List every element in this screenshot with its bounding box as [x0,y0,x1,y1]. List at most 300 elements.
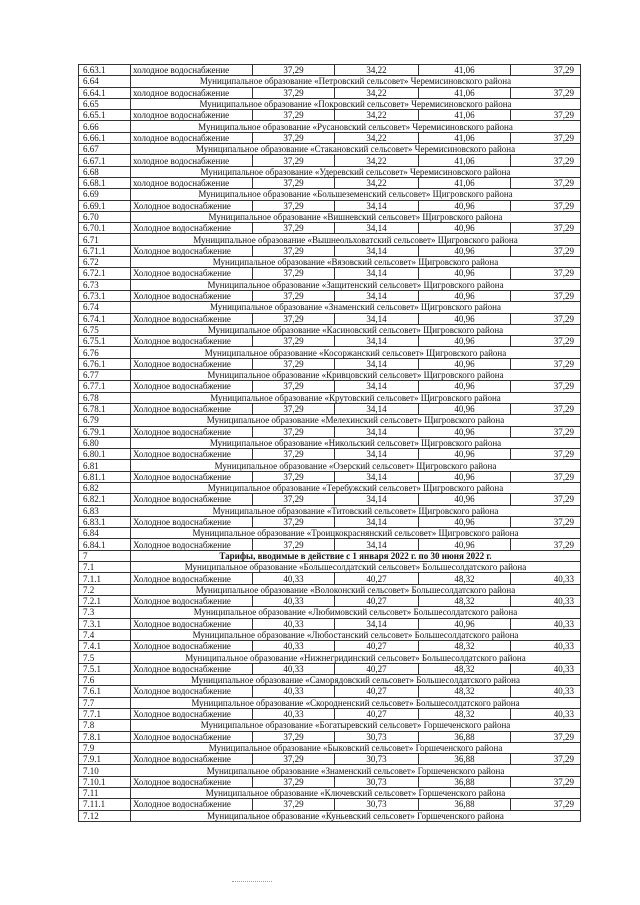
row-number: 6.69 [79,189,131,200]
tariff-row [79,426,581,437]
tariff-value: 37,29 [253,290,335,301]
tariff-row [79,539,581,550]
municipality-name: Муниципальное образование «Покровский сельсовет» Черемисиновского района [131,98,581,109]
tariff-row [79,471,581,482]
municipality-row [79,98,581,109]
tariff-value: 40,33 [253,595,335,606]
tariff-row [79,449,581,460]
tariff-value: 37,29 [511,87,581,98]
tariff-value: 37,29 [253,381,335,392]
row-number: 7.1.1 [79,573,131,584]
row-number: 6.67.1 [79,155,131,166]
tariff-value: 34,14 [335,449,419,460]
tariff-value: 37,29 [511,754,581,765]
tariff-value: 40,96 [419,223,511,234]
tariff-value: 40,33 [253,641,335,652]
row-number: 6.79.1 [79,426,131,437]
municipality-row [79,437,581,448]
service-name: Холодное водоснабжение [131,516,253,527]
tariff-row [79,403,581,414]
tariff-value: 34,14 [335,200,419,211]
tariff-value: 40,96 [419,200,511,211]
service-name: Холодное водоснабжение [131,708,253,719]
tariff-value: 37,29 [253,754,335,765]
municipality-row [79,189,581,200]
row-number: 6.69.1 [79,200,131,211]
tariff-value: 37,29 [511,336,581,347]
tariff-value: 30,73 [335,754,419,765]
row-number: 6.77.1 [79,381,131,392]
tariff-value: 37,29 [511,731,581,742]
tariff-value: 37,29 [253,87,335,98]
tariff-value: 34,14 [335,618,419,629]
tariff-value: 48,32 [419,573,511,584]
municipality-row [79,279,581,290]
tariff-value: 40,96 [419,336,511,347]
tariff-value: 34,14 [335,290,419,301]
tariff-value: 40,96 [419,403,511,414]
service-name: Холодное водоснабжение [131,595,253,606]
tariff-value: 40,96 [419,516,511,527]
municipality-row [79,121,581,132]
tariff-value: 40,96 [419,426,511,437]
tariff-value: 40,33 [253,686,335,697]
row-number: 6.83 [79,505,131,516]
municipality-row [79,482,581,493]
tariff-row [79,494,581,505]
service-name: холодное водоснабжение [131,177,253,188]
tariff-value: 37,29 [511,358,581,369]
tariff-value: 37,29 [253,516,335,527]
tariff-row [79,516,581,527]
tariff-value: 34,14 [335,358,419,369]
row-number: 6.81 [79,460,131,471]
municipality-row [79,211,581,222]
tariff-value: 37,29 [511,539,581,550]
tariff-value: 37,29 [253,799,335,810]
municipality-row [79,652,581,663]
row-number: 7.7.1 [79,708,131,719]
tariff-value: 34,14 [335,336,419,347]
row-number: 7.3.1 [79,618,131,629]
tariff-value: 34,22 [335,132,419,143]
tariff-value: 37,29 [511,516,581,527]
tariff-value: 40,33 [511,708,581,719]
row-number: 6.74.1 [79,313,131,324]
tariff-value: 37,29 [253,132,335,143]
municipality-name: Муниципальное образование «Косоржанский сельсовет» Щигровского района [131,347,581,358]
tariff-row [79,573,581,584]
service-name: Холодное водоснабжение [131,799,253,810]
service-name: Холодное водоснабжение [131,268,253,279]
tariff-value: 34,14 [335,539,419,550]
tariff-value: 34,22 [335,87,419,98]
row-number: 7.6.1 [79,686,131,697]
municipality-name: Муниципальное образование «Вышнеольховатский сельсовет» Щигровского района [131,234,581,245]
row-number: 6.66.1 [79,132,131,143]
tariff-value: 40,33 [511,595,581,606]
tariff-value: 37,29 [253,471,335,482]
tariff-row [79,110,581,121]
tariff-value: 40,96 [419,358,511,369]
tariff-value: 40,33 [511,663,581,674]
row-number: 6.78 [79,392,131,403]
tariff-value: 34,22 [335,65,419,76]
tariff-value: 34,14 [335,223,419,234]
service-name: Холодное водоснабжение [131,663,253,674]
municipality-name: Муниципальное образование «Саморядовский сельсовет» Большесолдатского района [131,675,581,686]
tariff-row [79,381,581,392]
tariff-row [79,268,581,279]
row-number: 6.73.1 [79,290,131,301]
municipality-name: Муниципальное образование «Знаменский сельсовет» Горшеченского района [131,765,581,776]
tariff-value: 37,29 [253,313,335,324]
service-name: Холодное водоснабжение [131,381,253,392]
municipality-name: Муниципальное образование «Никольский сельсовет» Щигровского района [131,437,581,448]
tariff-value: 34,14 [335,403,419,414]
municipality-name: Муниципальное образование «Стакановский сельсовет» Черемисиновского района [131,144,581,155]
row-number: 7.2 [79,584,131,595]
tariff-value: 37,29 [511,200,581,211]
tariff-value: 37,29 [511,132,581,143]
tariff-value: 37,29 [511,449,581,460]
service-name: Холодное водоснабжение [131,449,253,460]
municipality-row [79,347,581,358]
tariff-value: 37,29 [511,799,581,810]
tariff-value: 37,29 [511,471,581,482]
tariff-value: 40,27 [335,708,419,719]
row-number: 6.70.1 [79,223,131,234]
row-number: 6.82 [79,482,131,493]
tariff-row [79,595,581,606]
tariff-value: 40,27 [335,686,419,697]
municipality-name: Муниципальное образование «Троицкокраснянский сельсовет» Щигровского района [131,528,581,539]
tariff-value: 36,88 [419,731,511,742]
tariff-row [79,177,581,188]
row-number: 6.71.1 [79,245,131,256]
tariff-value: 37,29 [511,290,581,301]
municipality-name: Муниципальное образование «Вязовский сельсовет» Щигровского района [131,257,581,268]
tariff-row [79,754,581,765]
tariff-value: 37,29 [511,110,581,121]
tariff-value: 40,33 [511,618,581,629]
tariff-value: 37,29 [253,426,335,437]
municipality-name: Муниципальное образование «Волоконский сельсовет» Большесолдатского района [131,584,581,595]
service-name: холодное водоснабжение [131,132,253,143]
tariff-row [79,245,581,256]
row-number: 6.75 [79,324,131,335]
row-number: 6.78.1 [79,403,131,414]
municipality-name: Муниципальное образование «Удеревский сельсовет» Черемисиновского района [131,166,581,177]
municipality-row [79,144,581,155]
row-number: 6.82.1 [79,494,131,505]
row-number: 6.67 [79,144,131,155]
tariff-value: 37,29 [511,177,581,188]
tariff-value: 30,73 [335,731,419,742]
tariff-value: 37,29 [511,65,581,76]
municipality-row [79,76,581,87]
municipality-row [79,765,581,776]
row-number: 6.65.1 [79,110,131,121]
row-number: 6.74 [79,302,131,313]
municipality-row [79,584,581,595]
tariff-table [78,64,581,822]
tariff-value: 48,32 [419,595,511,606]
tariff-value: 34,14 [335,471,419,482]
service-name: Холодное водоснабжение [131,776,253,787]
tariff-value: 37,29 [253,177,335,188]
row-number: 6.65 [79,98,131,109]
tariff-value: 34,14 [335,516,419,527]
service-name: Холодное водоснабжение [131,754,253,765]
page-footer-mark [232,881,272,883]
tariff-value: 48,32 [419,641,511,652]
tariff-value: 37,29 [253,358,335,369]
tariff-value: 37,29 [253,110,335,121]
tariff-row [79,65,581,76]
service-name: Холодное водоснабжение [131,426,253,437]
municipality-name: Муниципальное образование «Ключевский сельсовет» Горшеченского района [131,788,581,799]
tariff-row [79,641,581,652]
service-name: Холодное водоснабжение [131,403,253,414]
tariff-value: 37,29 [253,494,335,505]
tariff-value: 41,06 [419,65,511,76]
row-number: 7.12 [79,810,131,821]
row-number: 7.1 [79,562,131,573]
row-number: 7.5 [79,652,131,663]
tariff-value: 40,96 [419,313,511,324]
row-number: 6.80.1 [79,449,131,460]
tariff-row [79,776,581,787]
row-number: 6.75.1 [79,336,131,347]
service-name: Холодное водоснабжение [131,290,253,301]
tariff-value: 40,27 [335,663,419,674]
tariff-value: 37,29 [253,223,335,234]
service-name: Холодное водоснабжение [131,641,253,652]
service-name: Холодное водоснабжение [131,731,253,742]
municipality-row [79,505,581,516]
tariff-value: 34,22 [335,110,419,121]
tariff-value: 40,96 [419,381,511,392]
tariff-value: 41,06 [419,155,511,166]
row-number: 6.64.1 [79,87,131,98]
tariff-value: 34,14 [335,494,419,505]
tariff-value: 48,32 [419,663,511,674]
tariff-value: 40,96 [419,471,511,482]
municipality-row [79,629,581,640]
row-number: 6.76.1 [79,358,131,369]
row-number: 7.8.1 [79,731,131,742]
section-title: Тарифы, вводимые в действие с 1 января 2022 г. по 30 июня 2022 г. [131,550,581,561]
municipality-row [79,788,581,799]
row-number: 6.63.1 [79,65,131,76]
tariff-row [79,87,581,98]
tariff-value: 37,29 [511,381,581,392]
service-name: Холодное водоснабжение [131,471,253,482]
tariff-value: 36,88 [419,754,511,765]
tariff-value: 37,29 [511,245,581,256]
tariff-value: 34,14 [335,245,419,256]
municipality-row [79,460,581,471]
row-number: 6.68 [79,166,131,177]
tariff-value: 37,29 [253,449,335,460]
tariff-row [79,731,581,742]
row-number: 6.72.1 [79,268,131,279]
tariff-value: 40,33 [511,573,581,584]
row-number: 7.4.1 [79,641,131,652]
row-number: 7.2.1 [79,595,131,606]
tariff-value: 40,96 [419,618,511,629]
row-number: 6.70 [79,211,131,222]
service-name: Холодное водоснабжение [131,573,253,584]
municipality-name: Муниципальное образование «Большеземенский сельсовет» Щигровского района [131,189,581,200]
tariff-value: 40,96 [419,268,511,279]
tariff-value: 40,27 [335,573,419,584]
tariff-value: 37,29 [511,223,581,234]
tariff-value: 30,73 [335,776,419,787]
row-number: 6.71 [79,234,131,245]
municipality-name: Муниципальное образование «Любимовский сельсовет» Большесолдатского района [131,607,581,618]
tariff-value: 37,29 [253,65,335,76]
tariff-value: 34,22 [335,155,419,166]
tariff-value: 40,96 [419,290,511,301]
service-name: холодное водоснабжение [131,155,253,166]
service-name: холодное водоснабжение [131,65,253,76]
municipality-name: Муниципальное образование «Богатыревский сельсовет» Горшеченского района [131,720,581,731]
service-name: Холодное водоснабжение [131,336,253,347]
row-number: 6.79 [79,415,131,426]
municipality-name: Муниципальное образование «Титовский сельсовет» Щигровского района [131,505,581,516]
tariff-value: 37,29 [511,268,581,279]
tariff-value: 37,29 [253,776,335,787]
municipality-name: Муниципальное образование «Вишневский сельсовет» Щигровского района [131,211,581,222]
service-name: Холодное водоснабжение [131,200,253,211]
tariff-value: 48,32 [419,686,511,697]
municipality-row [79,302,581,313]
municipality-name: Муниципальное образование «Теребужский сельсовет» Щигровского района [131,482,581,493]
row-number: 6.84 [79,528,131,539]
tariff-row [79,200,581,211]
service-name: Холодное водоснабжение [131,618,253,629]
tariff-value: 30,73 [335,799,419,810]
tariff-value: 41,06 [419,110,511,121]
tariff-value: 34,14 [335,268,419,279]
row-number: 7.7 [79,697,131,708]
municipality-name: Муниципальное образование «Кривцовский сельсовет» Щигровского района [131,370,581,381]
service-name: холодное водоснабжение [131,87,253,98]
tariff-value: 40,33 [511,686,581,697]
municipality-name: Муниципальное образование «Русановский сельсовет» Черемисиновского района [131,121,581,132]
row-number: 6.66 [79,121,131,132]
municipality-name: Муниципальное образование «Знаменский сельсовет» Щигровского района [131,302,581,313]
tariff-value: 34,14 [335,426,419,437]
tariff-value: 37,29 [511,403,581,414]
tariff-value: 40,96 [419,539,511,550]
row-number: 6.80 [79,437,131,448]
service-name: Холодное водоснабжение [131,358,253,369]
tariff-value: 37,29 [253,403,335,414]
municipality-name: Муниципальное образование «Крутовский сельсовет» Щигровского района [131,392,581,403]
service-name: Холодное водоснабжение [131,223,253,234]
tariff-value: 37,29 [253,268,335,279]
municipality-row [79,562,581,573]
row-number: 6.72 [79,257,131,268]
tariff-value: 37,29 [253,200,335,211]
row-number: 6.73 [79,279,131,290]
municipality-name: Муниципальное образование «Куньевский сельсовет» Горшеченского района [131,810,581,821]
municipality-name: Муниципальное образование «Озерский сельсовет» Щигровского района [131,460,581,471]
tariff-row [79,290,581,301]
tariff-value: 37,29 [511,313,581,324]
municipality-name: Муниципальное образование «Петровский сельсовет» Черемисиновского района [131,76,581,87]
tariff-value: 40,96 [419,449,511,460]
row-number: 6.76 [79,347,131,358]
municipality-row [79,257,581,268]
tariff-row [79,686,581,697]
tariff-value: 40,27 [335,641,419,652]
row-number: 7.11.1 [79,799,131,810]
tariff-value: 36,88 [419,776,511,787]
municipality-row [79,415,581,426]
tariff-value: 37,29 [253,731,335,742]
tariff-row [79,132,581,143]
tariff-row [79,155,581,166]
row-number: 7.8 [79,720,131,731]
service-name: холодное водоснабжение [131,110,253,121]
tariff-row [79,358,581,369]
municipality-row [79,166,581,177]
service-name: Холодное водоснабжение [131,494,253,505]
tariff-value: 41,06 [419,87,511,98]
row-number: 7.11 [79,788,131,799]
tariff-value: 40,33 [253,663,335,674]
municipality-name: Муниципальное образование «Быковский сельсовет» Горшеченского района [131,742,581,753]
row-number: 7.10 [79,765,131,776]
tariff-value: 34,14 [335,313,419,324]
tariff-row [79,708,581,719]
tariff-row [79,313,581,324]
tariff-value: 41,06 [419,132,511,143]
municipality-row [79,697,581,708]
municipality-row [79,528,581,539]
tariff-value: 41,06 [419,177,511,188]
municipality-row [79,324,581,335]
municipality-row [79,607,581,618]
tariff-row [79,799,581,810]
tariff-value: 40,33 [253,618,335,629]
tariff-value: 40,96 [419,494,511,505]
municipality-row [79,675,581,686]
municipality-row [79,392,581,403]
row-number: 7.5.1 [79,663,131,674]
row-number: 7.4 [79,629,131,640]
row-number: 7.3 [79,607,131,618]
tariff-value: 37,29 [253,336,335,347]
municipality-row [79,370,581,381]
tariff-value: 40,96 [419,245,511,256]
tariff-row [79,618,581,629]
tariff-row [79,223,581,234]
service-name: Холодное водоснабжение [131,245,253,256]
row-number: 6.81.1 [79,471,131,482]
municipality-name: Муниципальное образование «Большесолдатский сельсовет» Большесолдатского района [131,562,581,573]
tariff-value: 37,29 [511,155,581,166]
tariff-value: 48,32 [419,708,511,719]
municipality-row [79,234,581,245]
row-number: 6.77 [79,370,131,381]
tariff-value: 37,29 [511,494,581,505]
section-header-row [79,550,581,561]
